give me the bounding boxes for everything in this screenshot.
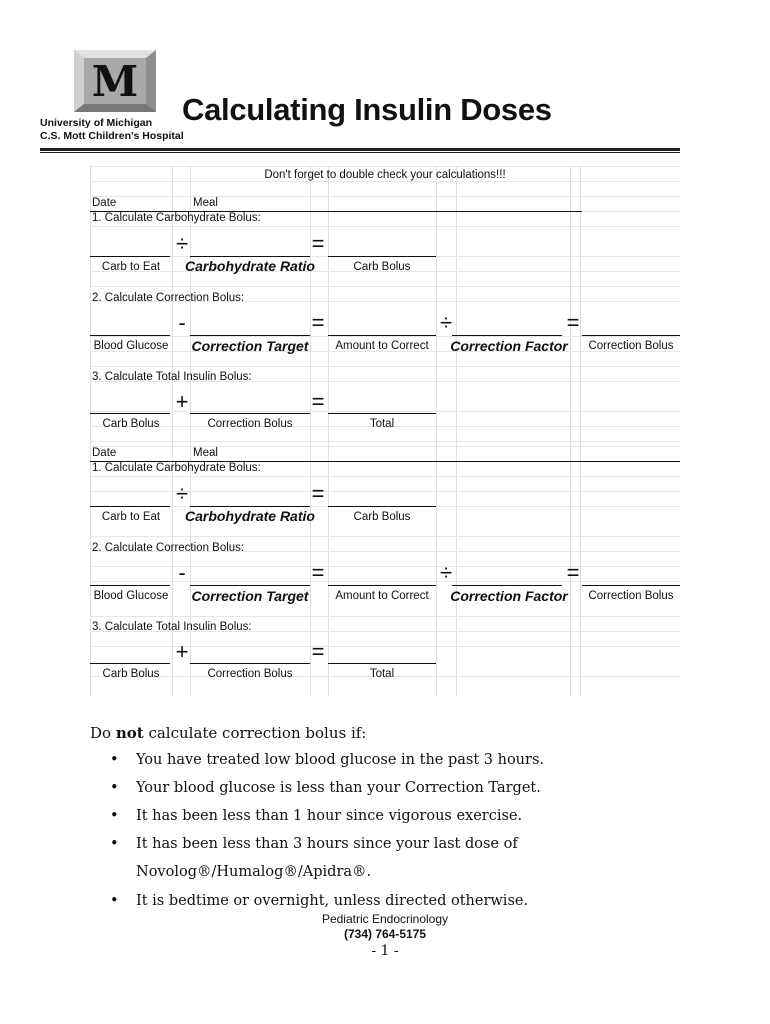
correction-bolus-label: Correction Bolus bbox=[207, 418, 293, 430]
carb-to-eat-label: Carb to Eat bbox=[101, 511, 161, 523]
footer-department: Pediatric Endocrinology bbox=[321, 912, 449, 926]
blood-glucose-blank[interactable] bbox=[90, 585, 170, 586]
correction-target-blank[interactable] bbox=[190, 335, 310, 336]
carb-to-eat-blank[interactable] bbox=[90, 256, 170, 257]
step1-label: 1. Calculate Carbohydrate Bolus: bbox=[92, 462, 261, 474]
list-item: • It is bedtime or overnight, unless directed otherwise. bbox=[110, 893, 529, 909]
correction-factor-blank[interactable] bbox=[452, 335, 562, 336]
carb-bolus-blank[interactable] bbox=[328, 506, 436, 507]
page-title: Calculating Insulin Doses bbox=[182, 92, 552, 127]
institution-name: University of Michigan bbox=[40, 117, 153, 129]
carb-bolus-label: Carb Bolus bbox=[102, 668, 160, 680]
step2-label: 2. Calculate Correction Bolus: bbox=[92, 292, 245, 304]
minus-operator: - bbox=[178, 560, 186, 585]
equals-operator: = bbox=[311, 639, 325, 664]
list-item-continuation: Novolog®/Humalog®/Apidra®. bbox=[136, 864, 372, 880]
blood-glucose-blank[interactable] bbox=[90, 335, 170, 336]
amount-to-correct-label: Amount to Correct bbox=[335, 590, 429, 602]
notes-heading: Do not calculate correction bolus if: bbox=[90, 724, 367, 742]
list-item: • You have treated low blood glucose in the past 3 hours. bbox=[110, 752, 545, 768]
step3-label: 3. Calculate Total Insulin Bolus: bbox=[92, 371, 252, 383]
correction-target-blank[interactable] bbox=[190, 585, 310, 586]
meal-label: Meal bbox=[193, 447, 218, 459]
equals-operator: = bbox=[566, 310, 580, 335]
correction-target-label: Correction Target bbox=[191, 338, 309, 354]
equals-operator: = bbox=[311, 481, 325, 506]
carb-bolus-label: Carb Bolus bbox=[353, 261, 411, 273]
page-number: - 1 - bbox=[371, 943, 399, 959]
plus-operator: + bbox=[175, 389, 189, 414]
amount-to-correct-blank[interactable] bbox=[328, 585, 436, 586]
correction-factor-label: Correction Factor bbox=[450, 588, 568, 604]
carb-ratio-label: Carbohydrate Ratio bbox=[185, 258, 315, 274]
blood-glucose-label: Blood Glucose bbox=[93, 590, 169, 602]
correction-bolus-blank[interactable] bbox=[582, 335, 680, 336]
footer-phone: (734) 764-5175 bbox=[343, 927, 427, 941]
total-label: Total bbox=[369, 668, 395, 680]
equals-operator: = bbox=[311, 231, 325, 256]
correction-bolus-blank[interactable] bbox=[190, 663, 310, 664]
correction-bolus-label: Correction Bolus bbox=[588, 590, 674, 602]
total-label: Total bbox=[369, 418, 395, 430]
carb-bolus-label: Carb Bolus bbox=[353, 511, 411, 523]
double-check-note: Don't forget to double check your calculations!!! bbox=[264, 169, 506, 181]
carb-bolus-blank[interactable] bbox=[90, 413, 170, 414]
carb-to-eat-label: Carb to Eat bbox=[101, 261, 161, 273]
minus-operator: - bbox=[178, 310, 186, 335]
list-item: • Your blood glucose is less than your Correction Target. bbox=[110, 780, 541, 796]
correction-bolus-label: Correction Bolus bbox=[207, 668, 293, 680]
divide-operator: ÷ bbox=[175, 481, 189, 506]
carb-ratio-label: Carbohydrate Ratio bbox=[185, 508, 315, 524]
correction-target-label: Correction Target bbox=[191, 588, 309, 604]
blood-glucose-label: Blood Glucose bbox=[93, 340, 169, 352]
equals-operator: = bbox=[311, 389, 325, 414]
step1-label: 1. Calculate Carbohydrate Bolus: bbox=[92, 212, 261, 224]
total-blank[interactable] bbox=[328, 413, 436, 414]
carb-bolus-blank[interactable] bbox=[90, 663, 170, 664]
divide-operator: ÷ bbox=[439, 560, 453, 585]
correction-bolus-blank[interactable] bbox=[582, 585, 680, 586]
meal-label: Meal bbox=[193, 197, 218, 209]
hospital-name: C.S. Mott Children's Hospital bbox=[40, 130, 184, 142]
amount-to-correct-label: Amount to Correct bbox=[335, 340, 429, 352]
carb-bolus-label: Carb Bolus bbox=[102, 418, 160, 430]
divide-operator: ÷ bbox=[439, 310, 453, 335]
correction-factor-label: Correction Factor bbox=[450, 338, 568, 354]
correction-bolus-blank[interactable] bbox=[190, 413, 310, 414]
step3-label: 3. Calculate Total Insulin Bolus: bbox=[92, 621, 252, 633]
equals-operator: = bbox=[311, 560, 325, 585]
carb-to-eat-blank[interactable] bbox=[90, 506, 170, 507]
list-item: • It has been less than 3 hours since your last dose of bbox=[110, 836, 518, 852]
divide-operator: ÷ bbox=[175, 231, 189, 256]
header-rule-thin bbox=[40, 152, 680, 153]
correction-factor-blank[interactable] bbox=[452, 585, 562, 586]
date-label: Date bbox=[92, 197, 117, 209]
header-rule bbox=[40, 148, 680, 151]
equals-operator: = bbox=[566, 560, 580, 585]
university-logo bbox=[74, 50, 156, 112]
date-label: Date bbox=[92, 447, 117, 459]
carb-bolus-blank[interactable] bbox=[328, 256, 436, 257]
logo-letter: M bbox=[91, 57, 139, 106]
step2-label: 2. Calculate Correction Bolus: bbox=[92, 542, 245, 554]
amount-to-correct-blank[interactable] bbox=[328, 335, 436, 336]
total-blank[interactable] bbox=[328, 663, 436, 664]
list-item: • It has been less than 1 hour since vigorous exercise. bbox=[110, 808, 523, 824]
carb-ratio-blank[interactable] bbox=[190, 256, 310, 257]
plus-operator: + bbox=[175, 639, 189, 664]
correction-bolus-label: Correction Bolus bbox=[588, 340, 674, 352]
carb-ratio-blank[interactable] bbox=[190, 506, 310, 507]
equals-operator: = bbox=[311, 310, 325, 335]
